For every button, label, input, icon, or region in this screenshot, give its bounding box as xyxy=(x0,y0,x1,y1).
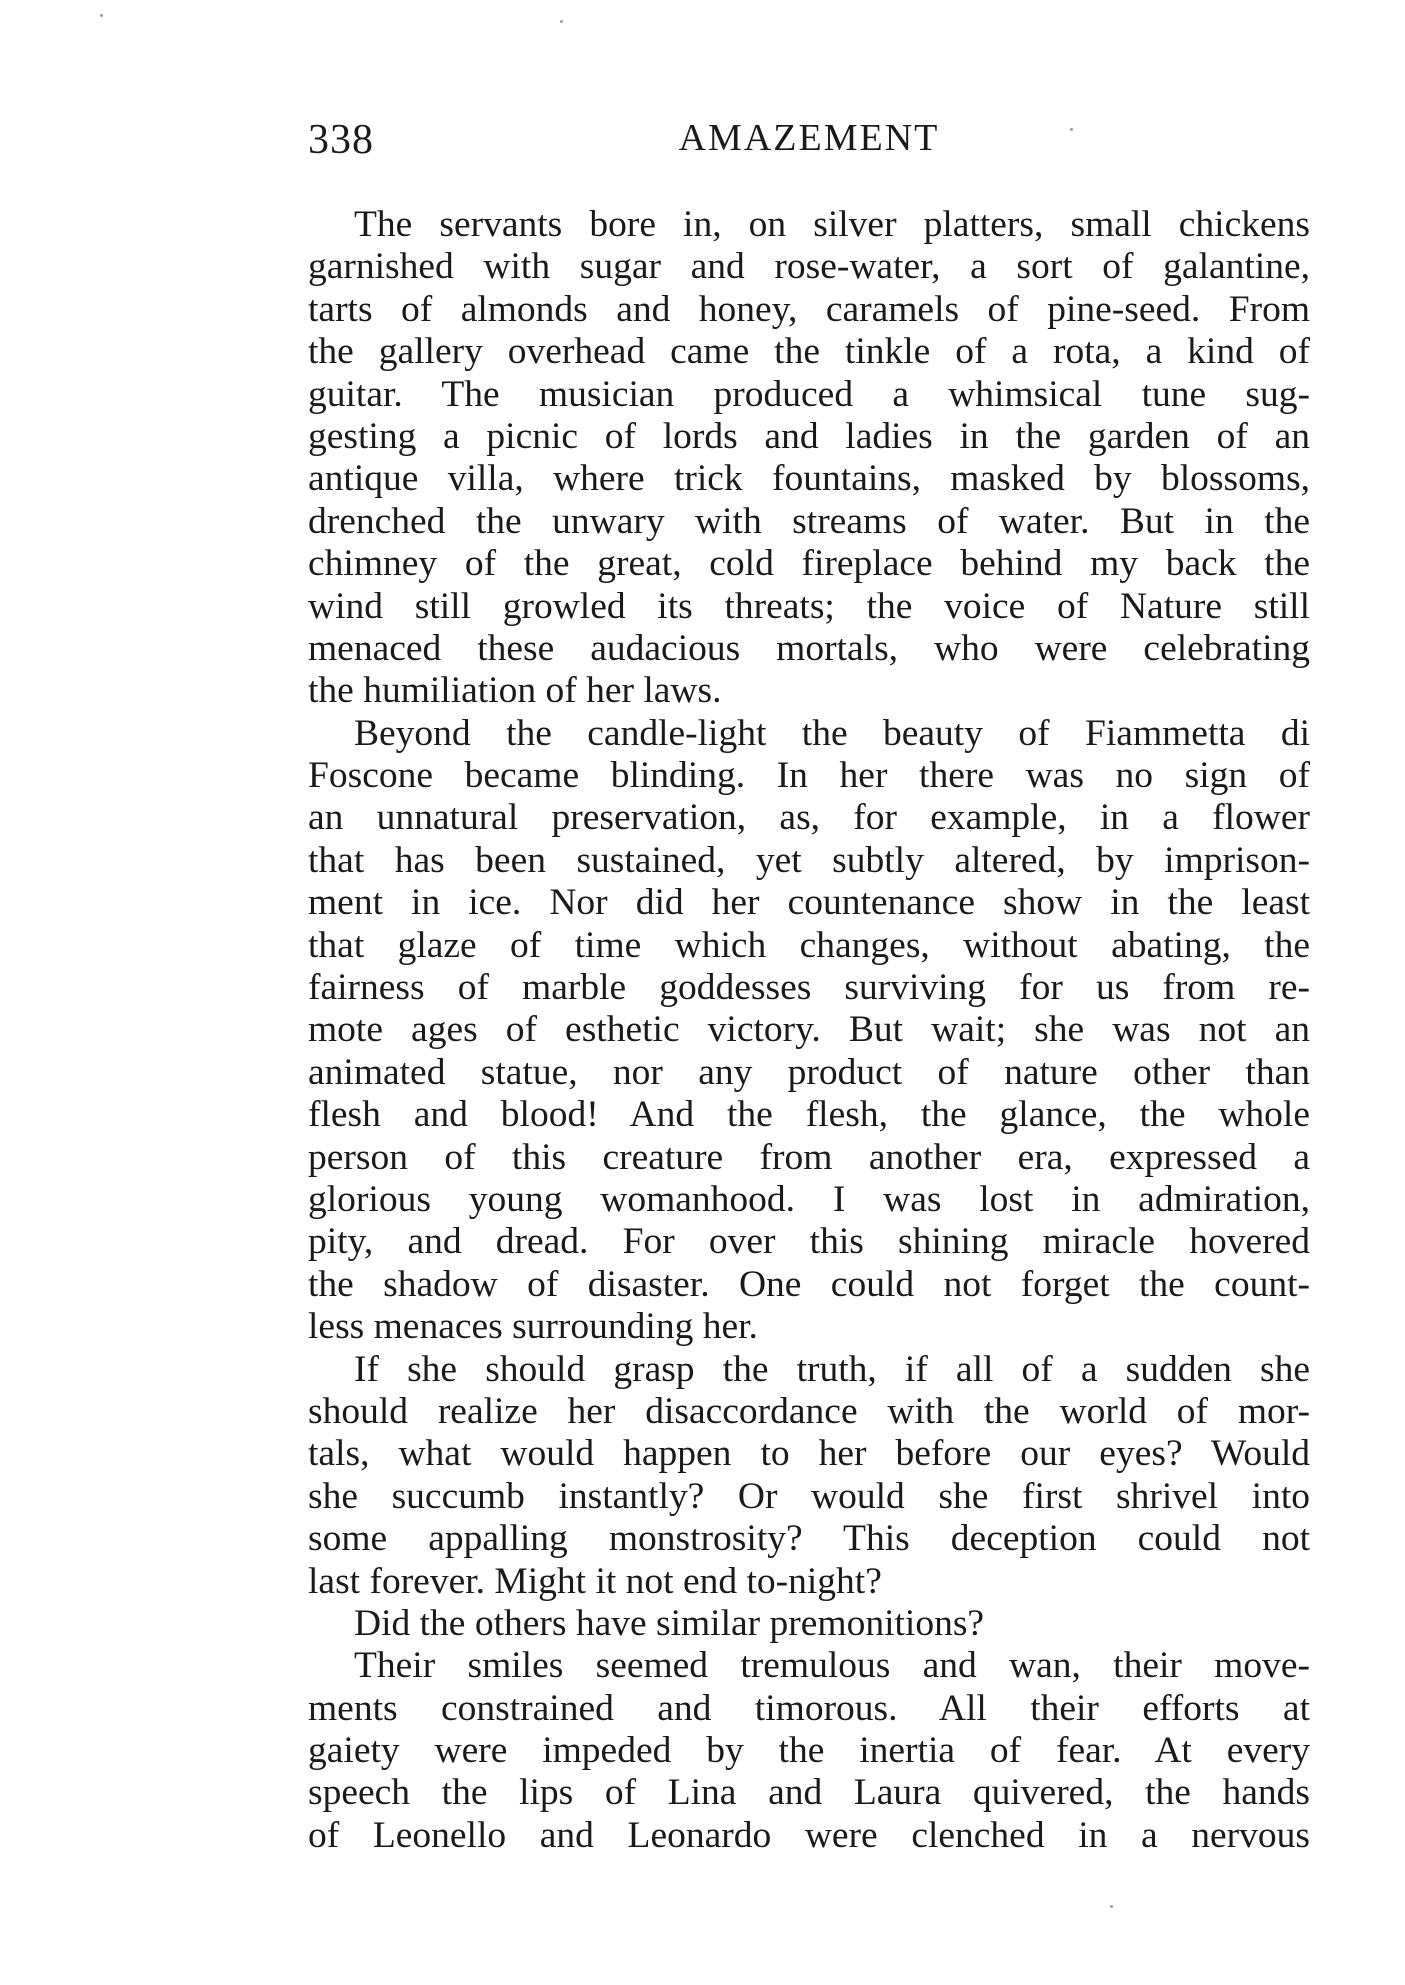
text-line: animated statue, nor any product of nature other than xyxy=(308,1051,1310,1093)
text-line: menaced these audacious mortals, who were celebrating xyxy=(308,627,1310,669)
text-line: mote ages of esthetic victory. But wait; she was not an xyxy=(308,1009,1310,1051)
text-line: gesting a picnic of lords and ladies in the garden of an xyxy=(308,415,1310,457)
text-line: Beyond the candle-light the beauty of Fiammetta di xyxy=(354,712,1310,754)
text-line: the humiliation of her laws. xyxy=(308,670,722,712)
text-line: fairness of marble goddesses surviving for us from re- xyxy=(308,967,1310,1009)
text-line: drenched the unwary with streams of water. But in the xyxy=(308,500,1310,542)
paper-speck xyxy=(1110,1905,1113,1908)
text-line: less menaces surrounding her. xyxy=(308,1306,758,1348)
text-line: ment in ice. Nor did her countenance show in the least xyxy=(308,882,1310,924)
text-line: glorious young womanhood. I was lost in admiration, xyxy=(308,1178,1310,1220)
text-line: garnished with sugar and rose-water, a sort of galantine, xyxy=(308,246,1310,288)
page-number: 338 xyxy=(308,117,374,163)
text-line: an unnatural preservation, as, for example, in a flower xyxy=(308,797,1310,839)
body-text xyxy=(308,204,1310,1857)
text-line: antique villa, where trick fountains, masked by blossoms, xyxy=(308,458,1310,500)
text-line: pity, and dread. For over this shining miracle hovered xyxy=(308,1221,1310,1263)
text-line: wind still growled its threats; the voice of Nature still xyxy=(308,585,1310,627)
paper-speck xyxy=(100,14,103,17)
text-line: tals, what would happen to her before our eyes? Would xyxy=(308,1433,1310,1475)
text-line: that glaze of time which changes, without abating, the xyxy=(308,924,1310,966)
text-line: the gallery overhead came the tinkle of a rota, a kind of xyxy=(308,331,1310,373)
text-line: tarts of almonds and honey, caramels of pine-seed. From xyxy=(308,288,1310,330)
text-line: of Leonello and Leonardo were clenched in a nervous xyxy=(308,1814,1310,1856)
text-line: speech the lips of Lina and Laura quivered, the hands xyxy=(308,1772,1310,1814)
text-line: ments constrained and timorous. All their efforts at xyxy=(308,1687,1310,1729)
running-head: AMAZEMENT xyxy=(678,117,940,159)
text-line: some appalling monstrosity? This deception could not xyxy=(308,1518,1310,1560)
text-line: chimney of the great, cold fireplace behind my back the xyxy=(308,543,1310,585)
text-line: The servants bore in, on silver platters, small chickens xyxy=(354,204,1310,245)
text-line: flesh and blood! And the flesh, the glance, the whole xyxy=(308,1094,1310,1136)
page-header xyxy=(308,116,1310,172)
text-line: Did the others have similar premonitions? xyxy=(354,1602,985,1644)
text-line: Foscone became blinding. In her there was no sign of xyxy=(308,755,1310,797)
text-line: the shadow of disaster. One could not forget the count- xyxy=(308,1263,1310,1305)
text-line: should realize her disaccordance with the world of mor- xyxy=(308,1390,1310,1432)
text-line: that has been sustained, yet subtly altered, by imprison- xyxy=(308,839,1310,881)
text-line: If she should grasp the truth, if all of a sudden she xyxy=(354,1348,1310,1390)
text-line: person of this creature from another era, expressed a xyxy=(308,1136,1310,1178)
text-line: gaiety were impeded by the inertia of fear. At every xyxy=(308,1730,1310,1772)
text-line: guitar. The musician produced a whimsical tune sug- xyxy=(308,373,1310,415)
text-line: Their smiles seemed tremulous and wan, their move- xyxy=(354,1645,1310,1687)
text-line: last forever. Might it not end to-night? xyxy=(308,1560,882,1602)
paper-speck xyxy=(560,20,563,23)
text-line: she succumb instantly? Or would she first shrivel into xyxy=(308,1475,1310,1517)
paper-speck xyxy=(1070,128,1073,131)
